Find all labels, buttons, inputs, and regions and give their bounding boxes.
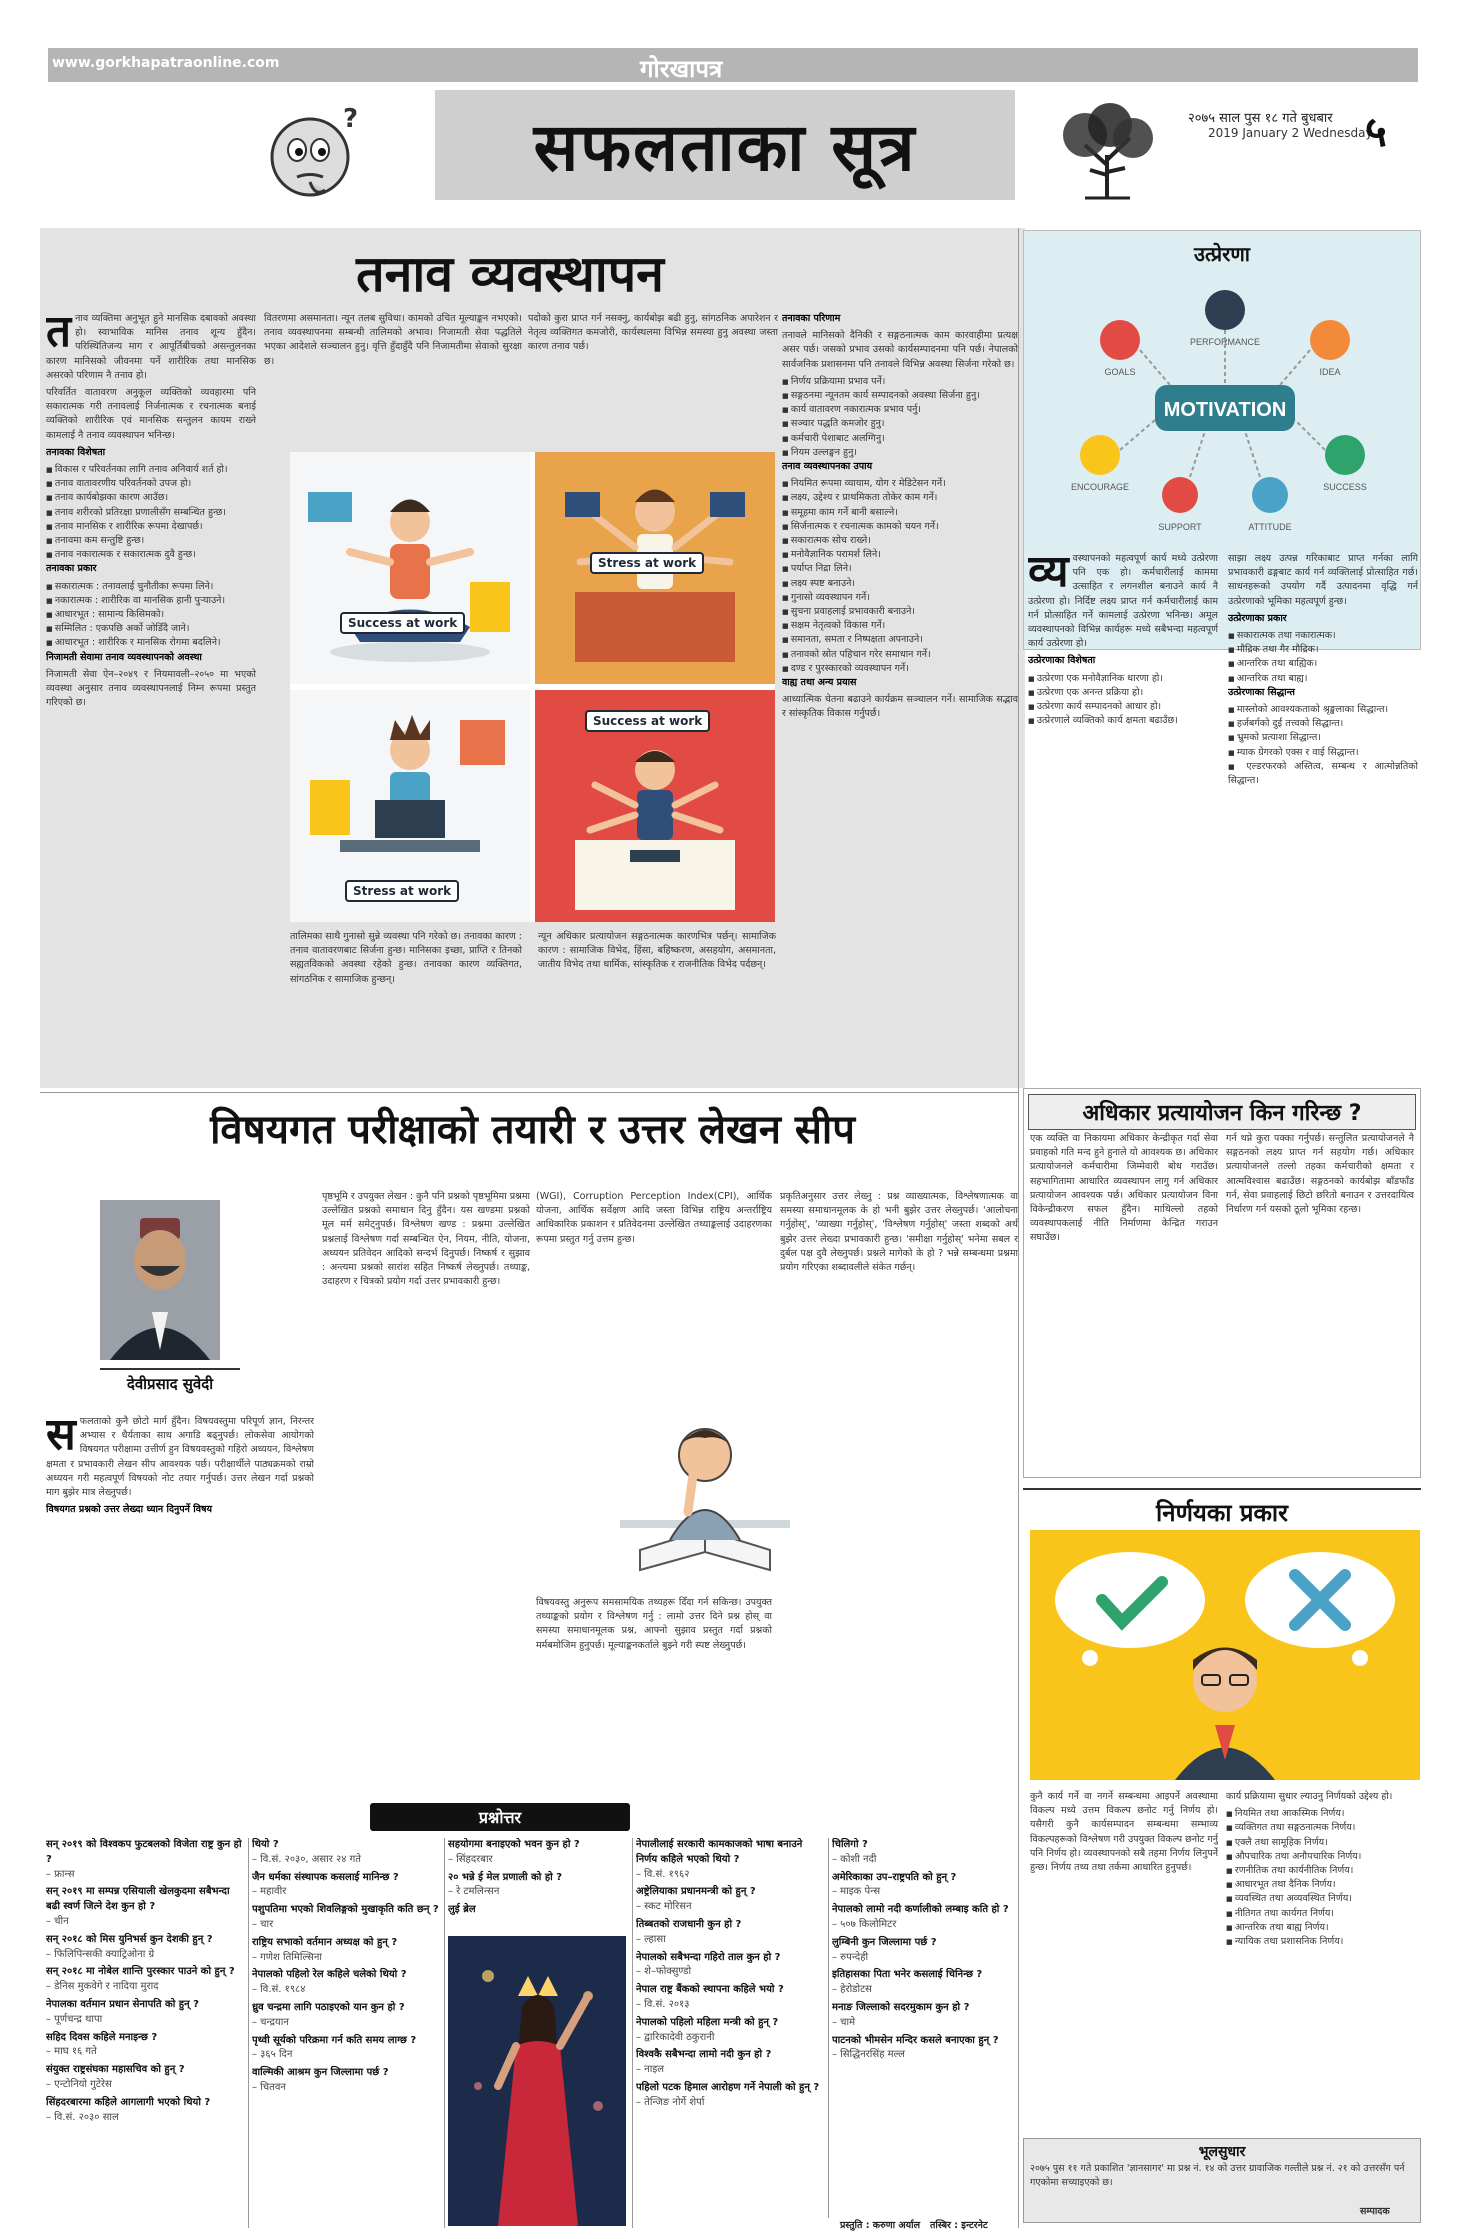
list-item: ■ उत्प्रेरणाले व्यक्तिको कार्य क्षमता बढाउँछ। bbox=[1028, 714, 1218, 728]
subheading: निजामती सेवामा तनाव व्यवस्थापनको अवस्था bbox=[46, 651, 202, 663]
column-rule bbox=[828, 1838, 829, 2218]
quiz-question: वाल्मिकी आश्रम कुन जिल्लामा पर्छ ? bbox=[252, 2067, 389, 2079]
paper-name: गोरखापत्र bbox=[640, 54, 723, 83]
quiz-question: चिलिगो ? bbox=[832, 1839, 868, 1850]
quiz-question: अष्ट्रेलियाका प्रधानमन्त्री को हुन् ? bbox=[636, 1886, 756, 1898]
erratum-text: २०७५ पुस ११ गते प्रकाशित 'ज्ञानसागर' मा प्रश्न नं. १४ को उत्तर ग्रावाजिक गल्तीले प्रश्न नं. २१ को उत्तरसँग पर्न गएकोमा सच्याइएको छ। bbox=[1030, 2163, 1405, 2188]
quiz-answer: – एन्टोनियो गुटेरेस bbox=[46, 2078, 112, 2090]
decision-column-2 bbox=[1226, 1790, 1414, 2120]
list-item: ■ सङ्गठनमा न्यूनतम कार्य सम्पादनको अवस्था सिर्जना हुनु। bbox=[782, 389, 1018, 403]
list-item: ■ सकारात्मक तथा नकारात्मक। bbox=[1228, 629, 1418, 643]
column-rule bbox=[632, 1838, 633, 2228]
exam-column-3-lower: विषयवस्तु अनुरूप समसामयिक तथ्यहरू दिँदा गर्न सकिन्छ। उपयुक्त तथ्याङ्कको प्रयोग र विश्लेषण गर्नु : लामो उत्तर दिने प्रश्न होस् वा समस्या समाधानमूलक प्रश्न, आफ्नो सुझाव प्रस्तुत गर्दा प्रश्नको मर्मबमोजिम हुनुपर्छ। मूल्याङ्कनकर्ताले बुझ्ने गरी स्पष्ट लेख्नुपर्छ। bbox=[536, 1597, 772, 1651]
illustration-label: Stress at work bbox=[590, 552, 704, 574]
tension-features-list bbox=[46, 463, 256, 562]
tension-column-3-lower: न्यून अधिकार प्रत्यायोजन सङ्गठनात्मक कारणभित्र पर्छन्। सामाजिक कारण : सामाजिक विभेद, हिंसा, बहिष्करण, असहयोग, असमानता, जातीय विभेद तथा धार्मिक, सांस्कृतिक र राजनीतिक विभेद पर्दछन्। bbox=[538, 931, 776, 971]
quiz-label: प्रश्नोत्तर bbox=[478, 1808, 522, 1827]
quiz-question: नेपालको सबैभन्दा गहिरो ताल कुन हो ? bbox=[636, 1951, 781, 1963]
quiz-question: लुई ब्रेल bbox=[448, 1904, 476, 1916]
list-item: ■ तनाव वातावरणीय परिवर्तनको उपज हो। bbox=[46, 477, 256, 491]
tension-column-3: पदोको कुरा प्राप्त गर्न नसक्नु, कार्यबोझ बढी हुनु, सांगठनिक अपारेशन र नेतृत्व व्यक्तिगत कमजोरी, कार्यस्थलमा विभिन्न समस्या हुनु अवस्था जस्ता कारण तनाव पर्छ। bbox=[528, 313, 778, 353]
list-item: ■ न्यायिक तथा प्रशासनिक निर्णय। bbox=[1226, 1935, 1414, 1949]
quiz-question: लुम्बिनी कुन जिल्लामा पर्छ ? bbox=[832, 1936, 937, 1948]
tile-stressed-worker bbox=[290, 690, 530, 922]
quiz-answer: – स्कट मोरिसन bbox=[636, 1901, 692, 1913]
miss-universe-photo bbox=[448, 1936, 626, 2226]
delegation-column-1: एक व्यक्ति वा निकायमा अधिकार केन्द्रीकृत गर्दा सेवा प्रवाहको गति मन्द हुने हुनाले यो आवश्यक छ। अधिकार प्रत्यायोजनले कर्मचारीमा जिम्मेवारी बोध गराउँछ। सहभागितामा आधारित व्यवस्थापन लागु गर्न अधिकार प्रत्यायोजन आवश्यक पर्छ। अधिकार प्रत्यायोजन विना विकेन्द्रीकरण सफल हुँदैन। माथिल्लो तहको व्यवस्थापकलाई नीति निर्माणमा केन्द्रित गराउन सघाउँछ। bbox=[1030, 1133, 1218, 1244]
quiz-question: सहयोगमा बनाइएको भवन कुन हो ? bbox=[448, 1839, 580, 1850]
motivation-features-list bbox=[1028, 672, 1218, 729]
delegation-heading: अधिकार प्रत्यायोजन किन गरिन्छ ? bbox=[1028, 1094, 1416, 1130]
tension-dropcap: त bbox=[46, 312, 72, 357]
delegation-column-2: गर्न थप्ने कुरा पक्का गर्नुपर्छ। सन्तुलित प्रत्यायोजनले नै सङ्गठनको लक्ष्य प्राप्त गर्न सहयोग गर्छ। अधिकार प्रत्यायोजनले तल्लो तहका कर्मचारीको क्षमता र आत्मविश्वास बढाउँछ। सङ्गठनको कार्यबोझ बाँडफाँड गर्न, सेवा प्रवाहलाई छिटो छरितो बनाउन र उत्तरदायित्व निर्धारण गर्न यसको ठूलो भूमिका रहन्छ। bbox=[1226, 1133, 1414, 1216]
quiz-question: सन् २०१९ को विश्वकप फुटबलको विजेता राष्ट्र कुन हो ? bbox=[46, 1839, 242, 1865]
quiz-answer: – फ्रान्स bbox=[46, 1868, 75, 1880]
list-item: ■ मास्लोको आवश्यकताको श्रृङ्खलाका सिद्धान्त। bbox=[1228, 703, 1418, 717]
quiz-answer: – चार bbox=[252, 1918, 274, 1930]
quiz-answer: – शे–फोक्सुण्डो bbox=[636, 1966, 692, 1978]
graphic-label: PERFORMANCE bbox=[1189, 337, 1261, 347]
quiz-column-4 bbox=[636, 1838, 826, 2233]
list-item: ■ तनाव नकारात्मक र सकारात्मक दुवै हुन्छ। bbox=[46, 548, 256, 562]
quiz-answer: – माघ १६ गते bbox=[46, 2046, 97, 2058]
quiz-question: जैन धर्मका संस्थापक कसलाई मानिन्छ ? bbox=[252, 1871, 399, 1883]
quiz-answer: – वि.सं. २०३०, असार २४ गते bbox=[252, 1853, 361, 1865]
quiz-question: इतिहासका पिता भनेर कसलाई चिनिन्छ ? bbox=[832, 1969, 983, 1981]
exam-column-2: पृष्ठभूमि र उपयुक्त लेखन : कुनै पनि प्रश्नको पृष्ठभूमिमा प्रश्नमा उल्लेखित प्रश्नको समाधान दिनु हुँदैन। यस खण्डमा प्रश्नको मूल मर्म समेट्नुपर्छ। विश्लेषण खण्ड : प्रश्नमा उल्लेखित प्रश्नलाई विश्लेषण गर्दा सम्बन्धित ऐन, नियम, नीति, योजना, अध्ययन प्रतिवेदन आदिको सन्दर्भ दिनुपर्छ। निष्कर्ष र सुझाव : अन्त्यमा प्रश्नको सारांश सहित निष्कर्ष लेख्नुपर्छ। तथ्याङ्क, उदाहरण र चित्रको प्रयोग गर्दा उत्तर प्रभावकारी हुन्छ। bbox=[322, 1191, 530, 1288]
quiz-answer: – माइक पेन्स bbox=[832, 1886, 881, 1898]
site-url[interactable]: www.gorkhapatraonline.com bbox=[52, 55, 280, 71]
quiz-answer: – ५०७ किलोमिटर bbox=[832, 1918, 897, 1930]
list-item: ■ हर्जबर्गको दुई तत्त्वको सिद्धान्त। bbox=[1228, 717, 1418, 731]
quiz-question: पशुपतिमा भएको शिवलिङ्गको मुखाकृति कति छन् ? bbox=[252, 1904, 439, 1916]
author-name: देवीप्रसाद सुवेदी bbox=[100, 1368, 240, 1394]
page-title: सफलताका सूत्र bbox=[533, 109, 917, 186]
quiz-question: तिब्बतको राजधानी कुन हो ? bbox=[636, 1918, 742, 1930]
list-item: ■ रणनीतिक तथा कार्यनीतिक निर्णय। bbox=[1226, 1864, 1414, 1878]
quiz-photo-credit: तस्बिर : इन्टरनेट bbox=[930, 2220, 988, 2231]
quiz-question: पाटनको भीमसेन मन्दिर कसले बनाएका हुन् ? bbox=[832, 2034, 999, 2046]
quiz-answer: – वि.सं. २०१३ bbox=[636, 1998, 690, 2010]
quiz-column-5 bbox=[832, 1838, 1020, 2218]
list-item: ■ नियमित रूपमा व्यायाम, योग र मेडिटेसन गर्ने। bbox=[782, 477, 1018, 491]
list-item: ■ समानता, समता र निष्पक्षता अपनाउने। bbox=[782, 633, 1018, 647]
paragraph: साझा लक्ष्य उत्पन्न गरिकाबाट प्राप्त गर्नका लागि प्रभावकारी ढङ्गबाट कार्य गर्न व्यक्तिलाई प्रोत्साहित गर्छ। साधनहरूको उपयोग गर्दै उत्पादनमा वृद्धि गर्न उत्प्रेरणाको भूमिका महत्वपूर्ण हुन्छ। bbox=[1228, 553, 1418, 607]
list-item: ■ तनाव मानसिक र शारीरिक रूपमा देखापर्छ। bbox=[46, 520, 256, 534]
quiz-question: नेपालको लामो नदी कर्णालीको लम्बाइ कति हो ? bbox=[832, 1904, 1009, 1916]
quiz-answer: – हेरोडोटस bbox=[832, 1984, 872, 1996]
graphic-label: GOALS bbox=[1104, 367, 1136, 377]
tile-meditation bbox=[290, 452, 530, 684]
quiz-question: पृथ्वी सूर्यको परिक्रमा गर्न कति समय लाग्छ ? bbox=[252, 2034, 417, 2046]
tension-column-4 bbox=[782, 312, 1018, 1072]
quiz-question: थियो ? bbox=[252, 1839, 279, 1850]
quiz-answer: – तेन्जिङ नोर्गे शेर्पा bbox=[636, 2096, 705, 2108]
meditating-worker-icon bbox=[290, 452, 530, 684]
date-nepali: २०७५ साल पुस १८ गते बुधबार bbox=[1188, 111, 1333, 126]
quiz-answer: – कोशी नदी bbox=[832, 1853, 877, 1865]
quiz-question: अमेरिकाका उप–राष्ट्रपति को हुन् ? bbox=[832, 1871, 957, 1883]
list-item: ■ उत्प्रेरणा एक अनन्त प्रक्रिया हो। bbox=[1028, 686, 1218, 700]
illustration-label: Success at work bbox=[340, 612, 465, 634]
list-item: ■ व्यक्तिगत तथा सङ्गठनात्मक निर्णय। bbox=[1226, 1821, 1414, 1835]
list-item: ■ गुनासो व्यवस्थापन गर्ने। bbox=[782, 591, 1018, 605]
subheading: तनावका प्रकार bbox=[46, 563, 97, 575]
page-number: ५ bbox=[1365, 107, 1387, 156]
subheading: तनावका विशेषता bbox=[46, 446, 106, 458]
list-item: ■ सकारात्मक सोच राख्ने। bbox=[782, 534, 1018, 548]
quiz-answer: – चितवन bbox=[252, 2081, 286, 2093]
motivation-dropcap: व्य bbox=[1028, 552, 1069, 597]
subheading: विषयगत प्रश्नको उत्तर लेख्दा ध्यान दिनुपर्ने विषय bbox=[46, 1504, 212, 1516]
list-item: ■ विकास र परिवर्तनका लागि तनाव अनिवार्य शर्त हो। bbox=[46, 463, 256, 477]
list-item: ■ नकारात्मक : शारीरिक वा मानसिक हानी पुऱ्याउने। bbox=[46, 594, 256, 608]
subheading: वाह्य तथा अन्य प्रयास bbox=[782, 677, 857, 689]
quiz-column-2 bbox=[252, 1838, 442, 2233]
paragraph: फलताको कुनै छोटो मार्ग हुँदैन। विषयवस्तुमा परिपूर्ण ज्ञान, निरन्तर अभ्यास र धैर्यताका साथ अगाडि बढ्नुपर्छ। लोकसेवा आयोगको विषयगत परीक्षामा उत्तीर्ण हुन विषयवस्तुको गहिरो अध्ययन, विश्लेषण क्षमता र प्रभावकारी लेखन सीप आवश्यक पर्छ। परीक्षार्थीले पाठ्यक्रमको राम्रो अध्ययन गरी महत्वपूर्ण विषयको नोट तयार गर्नुपर्छ। उत्तर लेखन गर्दा प्रश्नको माग बुझेर मात्र लेख्नुपर्छ। bbox=[46, 1416, 314, 1499]
list-item: ■ तनावमा कम सन्तुष्टि हुन्छ। bbox=[46, 534, 256, 548]
subheading: तनावका परिणाम bbox=[782, 313, 841, 324]
motivation-column-1 bbox=[1028, 552, 1218, 1052]
tension-effects-list bbox=[782, 375, 1018, 460]
quiz-answer: – नाइल bbox=[636, 2064, 665, 2076]
quiz-answer: – वि.सं. १९८४ bbox=[252, 1984, 306, 1996]
stress-illustration bbox=[290, 452, 775, 922]
list-item: ■ नीतिगत तथा कार्यगत निर्णय। bbox=[1226, 1907, 1414, 1921]
decision-types-list bbox=[1226, 1807, 1414, 1949]
quiz-answer: – ल्हासा bbox=[636, 1933, 666, 1945]
list-item: ■ नियम उल्लङ्घन हुनु। bbox=[782, 446, 1018, 460]
quiz-answer: – वि.सं. २०३० साल bbox=[46, 2111, 119, 2123]
paragraph: आध्यात्मिक चेतना बढाउने कार्यक्रम सञ्चालन गर्ने। सामाजिक सद्भाव र सांस्कृतिक विकास गर्नुपर्छ। bbox=[782, 694, 1018, 720]
subheading: उत्प्रेरणाका सिद्धान्त bbox=[1228, 686, 1295, 698]
date-english: 2019 January 2 Wednesday bbox=[1208, 126, 1373, 140]
list-item: ■ लक्ष्य, उद्देश्य र प्राथमिकता तोकेर काम गर्ने। bbox=[782, 491, 1018, 505]
quiz-answer: – वि.सं. १९६२ bbox=[636, 1868, 690, 1880]
list-item: ■ सम्मिलित : एकपछि अर्को जोडिँदै जाने। bbox=[46, 622, 256, 636]
list-item: ■ एक्लै तथा सामूहिक निर्णय। bbox=[1226, 1836, 1414, 1850]
quiz-question: नेपालीलाई सरकारी कामकाजको भाषा बनाउने निर्णय कहिले भएको थियो ? bbox=[636, 1839, 803, 1865]
quiz-question: संयुक्त राष्ट्रसंघका महासचिव को हुन् ? bbox=[46, 2064, 185, 2076]
list-item: ■ कार्य वातावरण नकारात्मक प्रभाव पर्नु। bbox=[782, 403, 1018, 417]
paragraph: नाव व्यक्तिमा अनुभूत हुने मानसिक दबावको अवस्था हो। स्वाभाविक मानिस तनाव शून्य हुँदैन। परिस्थितिजन्य माग र आपूर्तिबीचको असन्तुलनका कारण मानिसको जीवनमा पर्ने शारीरिक तथा मानसिक असरको परिणाम नै तनाव हो। bbox=[46, 313, 256, 381]
quiz-question: मनाङ जिल्लाको सदरमुकाम कुन हो ? bbox=[832, 2001, 970, 2013]
author-photo bbox=[100, 1200, 220, 1360]
quiz-answer: – रुपन्देही bbox=[832, 1951, 869, 1963]
quiz-question: विश्वकै सबैभन्दा लामो नदी कुन हो ? bbox=[636, 2049, 772, 2061]
quiz-column-1 bbox=[46, 1838, 246, 2233]
quiz-question: नेपालको पहिलो महिला मन्त्री को हुन् ? bbox=[636, 2016, 779, 2028]
quiz-question: सन् २०१८ मा नोबेल शान्ति पुरस्कार पाउने को हुन् ? bbox=[46, 1966, 235, 1978]
list-item: ■ आन्तरिक तथा बाह्यिक। bbox=[1228, 657, 1418, 671]
list-item: ■ लक्ष्य स्पष्ट बनाउने। bbox=[782, 577, 1018, 591]
paragraph: कार्य प्रक्रियामा सुधार ल्याउनु निर्णयको उद्देश्य हो। bbox=[1226, 1791, 1393, 1802]
list-item: ■ निर्णय प्रक्रियामा प्रभाव पर्ने। bbox=[782, 375, 1018, 389]
motivation-heading: उत्प्रेरणा bbox=[1194, 242, 1250, 266]
list-item: ■ सक्षम नेतृत्वको विकास गर्ने। bbox=[782, 619, 1018, 633]
list-item: ■ पर्याप्त निद्रा लिने। bbox=[782, 562, 1018, 576]
svg-text:?: ? bbox=[343, 104, 359, 134]
motivation-theories-list bbox=[1228, 703, 1418, 788]
illustration-label: Stress at work bbox=[345, 880, 459, 902]
list-item: ■ मौद्रिक तथा गैर मौद्रिक। bbox=[1228, 643, 1418, 657]
motivation-column-2 bbox=[1228, 552, 1418, 1052]
erratum-title: भूलसुधार bbox=[1198, 2144, 1246, 2160]
tension-types-list bbox=[46, 580, 256, 651]
subheading: उत्प्रेरणाका प्रकार bbox=[1228, 612, 1287, 624]
quiz-answer: – रे टमलिन्सन bbox=[448, 1886, 500, 1898]
exam-column-3: (WGI), Corruption Perception Index(CPI), आर्थिक योजना, आर्थिक सर्वेक्षण आदि जस्ता विभिन्न राष्ट्रिय अन्तर्राष्ट्रिय आधिकारिक प्रकाशन र प्रतिवेदनमा उल्लेखित तथ्याङ्कलाई उदाहरणका रूपमा प्रस्तुत गर्नु उत्तम हुन्छ। bbox=[536, 1191, 772, 1245]
list-item: ■ आधारभूत : सामान्य किसिमको। bbox=[46, 608, 256, 622]
tension-title: तनाव व्यवस्थापन bbox=[356, 245, 664, 303]
paragraph: वस्थापनको महत्वपूर्ण कार्य मध्ये उत्प्रेरणा पनि एक हो। कर्मचारीलाई काममा उत्साहित र लगनशील बनाउने कार्य नै उत्प्रेरणा हो। निर्दिष्ट लक्ष्य प्राप्त गर्न कर्मचारीलाई काम गर्न प्रोत्साहित गर्ने कामलाई उत्प्रेरणा भनिन्छ। अमूल व्यवस्थापनको विभिन्न कार्यहरू मध्ये सबैभन्दा महत्वपूर्ण कार्य उत्प्रेरणा हो। bbox=[1028, 553, 1218, 650]
quiz-answer: – सिद्धिनरसिंह मल्ल bbox=[832, 2049, 905, 2061]
erratum-signature: सम्पादक bbox=[1360, 2206, 1390, 2217]
quiz-question: सिंहदरबारमा कहिले आगलागी भएको थियो ? bbox=[46, 2096, 211, 2108]
motivation-center-label: MOTIVATION bbox=[1163, 399, 1287, 421]
tile-success-worker bbox=[535, 690, 775, 922]
paragraph: निजामती सेवा ऐन–२०४९ र नियमावली–२०५० मा भएको व्यवस्था अनुसार तनाव व्यवस्थापनलाई निम्न रूपमा प्रस्तुत गरिएको छ। bbox=[46, 668, 256, 709]
list-item: ■ व्यवस्थित तथा अव्यवस्थित निर्णय। bbox=[1226, 1892, 1414, 1906]
quiz-question: पहिलो पटक हिमाल आरोहण गर्ने नेपाली को हुन् ? bbox=[636, 2081, 820, 2093]
quiz-answer: – चन्द्रयान bbox=[252, 2016, 289, 2028]
list-item: ■ म्याक ग्रेगरको एक्स र वाई सिद्धान्त। bbox=[1228, 746, 1418, 760]
list-item: ■ औपचारिक तथा अनौपचारिक निर्णय। bbox=[1226, 1850, 1414, 1864]
quiz-answer: – पूर्णचन्द्र थापा bbox=[46, 2013, 103, 2025]
quiz-answer: – ३६५ दिन bbox=[252, 2049, 293, 2061]
list-item: ■ आन्तरिक तथा बाह्य। bbox=[1228, 672, 1418, 686]
list-item: ■ आधारभूत तथा दैनिक निर्णय। bbox=[1226, 1878, 1414, 1892]
column-rule bbox=[248, 1838, 249, 2228]
quiz-question: २० भन्ने ई मेल प्रणाली को हो ? bbox=[448, 1871, 563, 1883]
quiz-question: राष्ट्रिय सभाको वर्तमान अध्यक्ष को हुन् ? bbox=[252, 1936, 398, 1948]
list-item: ■ सुचना प्रवाहलाई प्रभावकारी बनाउने। bbox=[782, 605, 1018, 619]
tension-remedies-list bbox=[782, 477, 1018, 676]
tension-column-2: वितरणमा असमानता। न्यून तलब सुविधा। कामको उचित मूल्याङ्कन नभएको। तनाव व्यवस्थापनमा सम्बन्धी तालिमको अभाव। निजामती सेवा पद्धतिले भएका आदेशले सञ्चालन हुनु। वृत्ति हुँदाहुँदै पनि निजामतीमा सेवाको सुरक्षा छ। bbox=[264, 313, 522, 367]
list-item: ■ तनाव कार्यबोझका कारण आउँछ। bbox=[46, 491, 256, 505]
list-item: ■ भ्रुमको प्रत्याशा सिद्धान्त। bbox=[1228, 731, 1418, 745]
quiz-column-3 bbox=[448, 1838, 628, 1938]
quiz-question: नेपालका वर्तमान प्रधान सेनापति को हुन् ? bbox=[46, 1998, 199, 2010]
reading-student-illustration bbox=[600, 1400, 810, 1585]
column-rule bbox=[1018, 228, 1019, 2228]
quiz-answer: – चीन bbox=[46, 1915, 69, 1927]
list-item: ■ सकारात्मक : तनावलाई चुनौतीका रूपमा लिने। bbox=[46, 580, 256, 594]
quiz-question: सन् २०१८ को मिस युनिभर्स कुन देशकी हुन् ? bbox=[46, 1933, 213, 1945]
graphic-label: ATTITUDE bbox=[1248, 522, 1292, 532]
quiz-question: ध्रुव चन्द्रमा लागि पठाइएको यान कुन हो ? bbox=[252, 2001, 405, 2013]
quiz-question: सहिद दिवस कहिले मनाइन्छ ? bbox=[46, 2031, 158, 2043]
exam-title: विषयगत परीक्षाको तयारी र उत्तर लेखन सीप bbox=[210, 1107, 855, 1153]
list-item: ■ आन्तरिक तथा बाह्य निर्णय। bbox=[1226, 1921, 1414, 1935]
quiz-answer: – गणेश तिमिल्सिना bbox=[252, 1951, 322, 1963]
exam-dropcap: स bbox=[46, 1415, 76, 1460]
list-item: ■ मनोवैज्ञानिक परामर्श लिने। bbox=[782, 548, 1018, 562]
list-item: ■ उत्प्रेरणा एक मनोवैज्ञानिक धारणा हो। bbox=[1028, 672, 1218, 686]
quiz-answer: – द्वारिकादेवी ठकुरानी bbox=[636, 2031, 715, 2043]
tension-column-1 bbox=[46, 312, 256, 1077]
list-item: ■ नियमित तथा आकस्मिक निर्णय। bbox=[1226, 1807, 1414, 1821]
list-item: ■ सञ्चार पद्धति कमजोर हुनु। bbox=[782, 417, 1018, 431]
list-item: ■ समूहमा काम गर्ने बानी बसाल्ने। bbox=[782, 506, 1018, 520]
tile-stressed-desk bbox=[535, 452, 775, 684]
list-item: ■ कर्मचारी पेशाबाट अलग्गिनु। bbox=[782, 432, 1018, 446]
decision-illustration bbox=[1030, 1530, 1420, 1780]
illustration-label: Success at work bbox=[585, 710, 710, 732]
subheading: उत्प्रेरणाका विशेषता bbox=[1028, 655, 1096, 667]
graphic-label: SUCCESS bbox=[1323, 482, 1367, 492]
list-item: ■ दण्ड र पुरस्कारको व्यवस्थापन गर्ने। bbox=[782, 662, 1018, 676]
quiz-answer: – फिलिपिन्सकी क्याट्रिओना ग्रे bbox=[46, 1948, 155, 1960]
quiz-presenter-credit: प्रस्तुति : करुणा अर्याल bbox=[840, 2220, 921, 2231]
quiz-question: सन् २०१९ मा सम्पन्न एसियाली खेलकुदमा सबैभन्दा बढी स्वर्ण जित्ने देश कुन हो ? bbox=[46, 1886, 230, 1913]
graphic-label: IDEA bbox=[1319, 367, 1341, 377]
list-item: ■ उत्प्रेरणा कार्य सम्पादनको आधार हो। bbox=[1028, 700, 1218, 714]
thinking-face-icon bbox=[265, 102, 365, 202]
graphic-label: ENCOURAGE bbox=[1070, 482, 1130, 492]
graphic-label: SUPPORT bbox=[1158, 522, 1202, 532]
decision-column-1: कुनै कार्य गर्ने वा नगर्ने सम्बन्धमा आइपर्ने अवस्थामा विकल्प मध्ये उत्तम विकल्प छनोट गर्नु निर्णय हो। यसैगरी कुनै कार्यसम्पादन सम्बन्धमा सम्भाव्य विकल्पहरूको विश्लेषण गरी उपयुक्त विकल्प छनोट गर्नु पनि निर्णय हो। व्यवस्थापनको सबै तहमा निर्णय लिनुपर्ने हुन्छ। निर्णय तथ्य तथा तर्कमा आधारित हुनुपर्छ। bbox=[1030, 1791, 1218, 1874]
motivation-graphic bbox=[1060, 280, 1385, 540]
quiz-answer: – डेनिस मुकवेगे र नादिया मुराद bbox=[46, 1981, 159, 1993]
section-rule bbox=[40, 1092, 1018, 1093]
quiz-answer: – सिंहदरबार bbox=[448, 1853, 493, 1865]
quiz-answer: – चामे bbox=[832, 2016, 856, 2028]
decision-heading: निर्णयका प्रकार bbox=[1023, 1488, 1421, 1529]
exam-column-1 bbox=[46, 1415, 314, 1805]
tension-column-2-lower: तालिमका साथै गुनासो सुन्ने व्यवस्था पनि गरेको छ। तनावका कारण : तनाव वातावरणबाट सिर्जना हुन्छ। मानिसका इच्छा, प्राप्ति र तिनको सह्यतविकको अवस्था रहेको हुन्छ। तनावका कारण व्यक्तिगत, सांगठनिक र सामाजिक हुन्छन्। bbox=[290, 931, 522, 985]
column-rule bbox=[444, 1838, 445, 2228]
quiz-answer: – महावीर bbox=[252, 1886, 287, 1898]
subheading: तनाव व्यवस्थापनका उपाय bbox=[782, 461, 873, 473]
exam-column-4: प्रकृतिअनुसार उत्तर लेख्नु : प्रश्न व्याख्यात्मक, विश्लेषणात्मक वा समस्या समाधानमूलक के हो भनी बुझेर उत्तर लेख्नुपर्छ। 'आलोचना गर्नुहोस्', 'व्याख्या गर्नुहोस्', 'विश्लेषण गर्नुहोस्' जस्ता शब्दको अर्थ बुझेर उत्तर लेख्दा प्रभावकारी हुन्छ। 'समीक्षा गर्नुहोस्' भनेमा सबल र दुर्बल पक्ष दुवै लेख्नुपर्छ। प्रश्नले मागेको के हो ? भन्ने सम्बन्धमा प्रश्नमा प्रयोग गरिएका शब्दावलीले संकेत गर्छन्। bbox=[780, 1191, 1018, 1274]
paragraph: तनावले मानिसको दैनिकी र सङ्गठनात्मक काम कारवाहीमा प्रत्यक्ष असर पर्छ। जसको प्रभाव उसको कार्यसम्पादनमा पनि पर्छ। नेपालको सार्वजनिक प्रशासनमा पनि तनावले विभिन्न अवस्था सिर्जना गरेको छ। bbox=[782, 330, 1018, 370]
list-item: ■ तनावको स्रोत पहिचान गरेर समाधान गर्ने। bbox=[782, 648, 1018, 662]
list-item: ■ सिर्जनात्मक र रचनात्मक कामको चयन गर्ने। bbox=[782, 520, 1018, 534]
quiz-question: नेपाल राष्ट्र बैंकको स्थापना कहिले भयो ? bbox=[636, 1984, 784, 1996]
list-item: ■ एल्डरफरको अस्तित्व, सम्बन्ध र आत्मोन्नतिको सिद्धान्त। bbox=[1228, 760, 1418, 788]
list-item: ■ आधारभूत : शारीरिक र मानसिक रोगमा बदलिने। bbox=[46, 636, 256, 650]
list-item: ■ तनाव शरीरको प्रतिरक्षा प्रणालीसँग सम्बन्धित हुन्छ। bbox=[46, 506, 256, 520]
quiz-question: नेपालको पहिलो रेल कहिले चलेको थियो ? bbox=[252, 1969, 407, 1981]
motivation-types-list bbox=[1228, 629, 1418, 686]
tree-illustration-icon bbox=[1055, 100, 1160, 200]
paragraph: परिवर्तित वातावरण अनुकूल व्यक्तिको व्यवहारमा पनि सकारात्मक गरी तनावलाई निर्जनात्मक र रचनात्मक बनाई व्यक्तिको शारीरिक एवं मानसिक सन्तुलन कायम राख्ने कामलाई नै तनाव व्यवस्थापन भनिन्छ। bbox=[46, 387, 256, 441]
